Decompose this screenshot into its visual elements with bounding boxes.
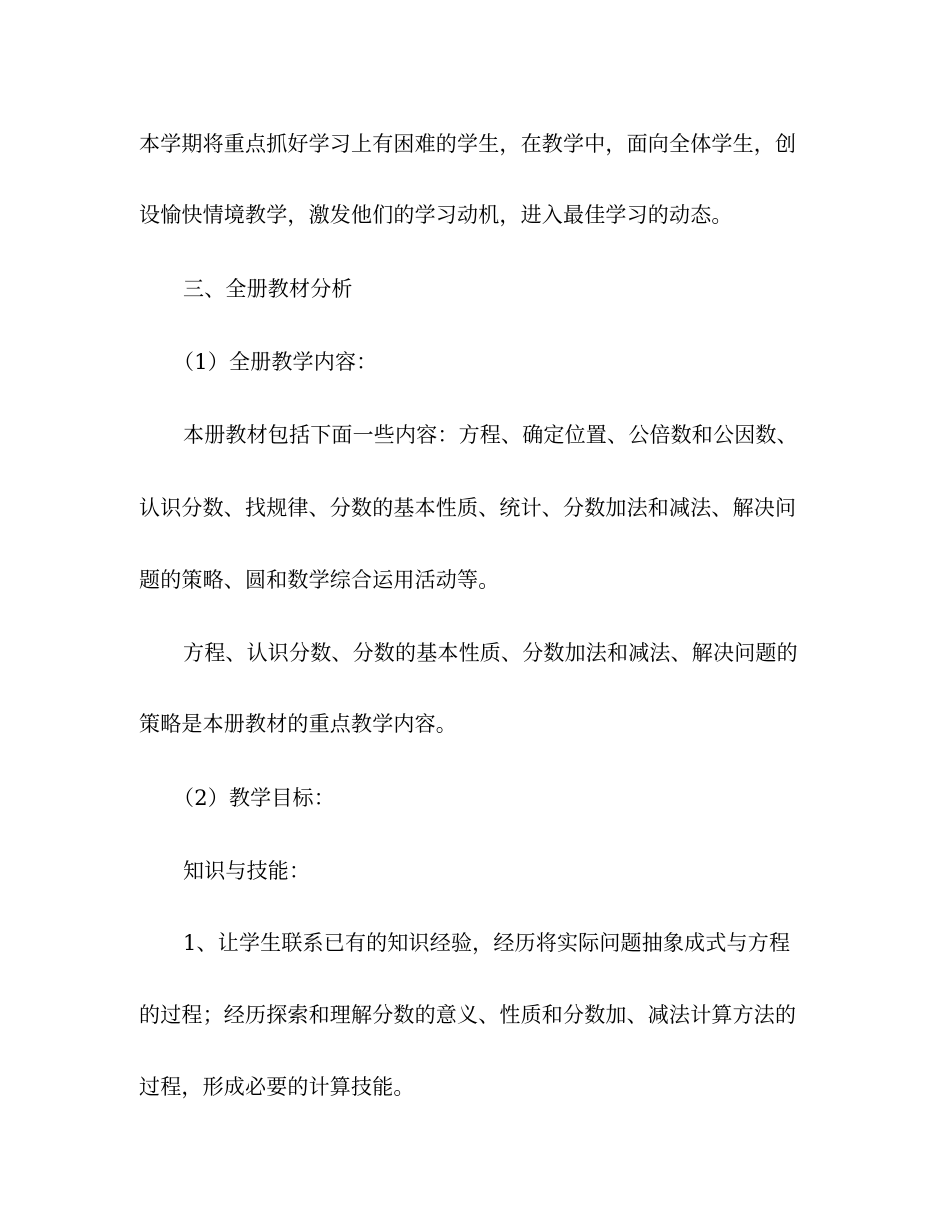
subheading: 知识与技能： xyxy=(183,859,311,883)
section-heading: 三、全册教材分析 xyxy=(183,277,353,301)
paragraph-line: 认识分数、找规律、分数的基本性质、统计、分数加法和减法、解决问 xyxy=(139,496,797,520)
paragraph-line: 策略是本册教材的重点教学内容。 xyxy=(139,712,457,736)
paragraph-line: 方程、认识分数、分数的基本性质、分数加法和减法、解决问题的 xyxy=(183,641,798,665)
subsection-heading: （1）全册教学内容： xyxy=(173,350,378,374)
paragraph-line: 过程，形成必要的计算技能。 xyxy=(139,1075,415,1099)
paragraph-line: 题的策略、圆和数学综合运用活动等。 xyxy=(139,568,500,592)
paragraph-line: 1、让学生联系已有的知识经验，经历将实际问题抽象成式与方程 xyxy=(183,931,791,955)
paragraph-line: 本学期将重点抓好学习上有困难的学生，在教学中，面向全体学生，创 xyxy=(139,132,797,156)
subsection-heading: （2）教学目标： xyxy=(173,786,335,810)
paragraph-line: 的过程；经历探索和理解分数的意义、性质和分数加、减法计算方法的 xyxy=(139,1003,797,1027)
paragraph-line: 本册教材包括下面一些内容：方程、确定位置、公倍数和公因数、 xyxy=(183,423,798,447)
paragraph-line: 设愉快情境教学，激发他们的学习动机，进入最佳学习的动态。 xyxy=(139,203,733,227)
